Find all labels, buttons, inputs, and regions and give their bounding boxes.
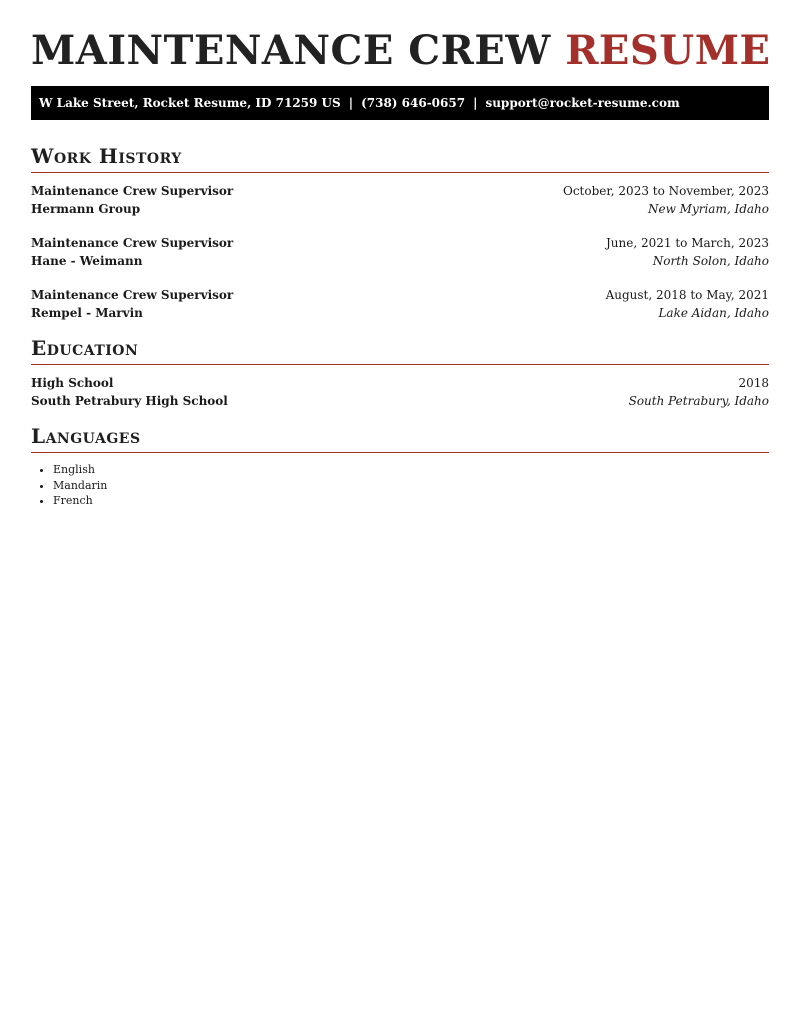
company-name: Rempel - Marvin [31, 306, 143, 320]
job-dates: June, 2021 to March, 2023 [605, 236, 769, 250]
languages-heading: Languages [31, 424, 769, 453]
work-entry [31, 182, 769, 218]
contact-separator: | [348, 96, 354, 110]
job-title: Maintenance Crew Supervisor [31, 236, 234, 250]
company-name: Hane - Weimann [31, 254, 143, 268]
job-location: New Myriam, Idaho [647, 202, 769, 216]
language-item: • English [53, 462, 769, 478]
job-title: Maintenance Crew Supervisor [31, 184, 234, 198]
language-item: • Mandarin [53, 478, 769, 494]
job-location: Lake Aidan, Idaho [658, 306, 769, 320]
company-name: Hermann Group [31, 202, 141, 216]
title-main: MAINTENANCE CREW [31, 27, 551, 74]
languages-list [31, 462, 769, 509]
school-name: South Petrabury High School [31, 394, 228, 408]
language-item: • French [53, 493, 769, 509]
degree: High School [31, 376, 114, 390]
contact-phone: (738) 646-0657 [361, 96, 466, 110]
work-entry [31, 234, 769, 270]
school-location: South Petrabury, Idaho [628, 394, 769, 408]
graduation-year: 2018 [738, 376, 769, 390]
contact-address: W Lake Street, Rocket Resume, ID 71259 US [39, 96, 341, 110]
contact-email: support@rocket-resume.com [485, 96, 680, 110]
title-accent: RESUME [565, 27, 771, 74]
job-dates: August, 2018 to May, 2021 [605, 288, 769, 302]
resume-title [31, 0, 769, 73]
contact-separator: | [473, 96, 478, 110]
work-history-heading: Work History [31, 144, 769, 173]
work-entry [31, 286, 769, 322]
job-dates: October, 2023 to November, 2023 [562, 184, 769, 198]
contact-bar [31, 86, 769, 120]
education-heading: Education [31, 336, 769, 365]
education-entry [31, 374, 769, 410]
job-location: North Solon, Idaho [652, 254, 769, 268]
job-title: Maintenance Crew Supervisor [31, 288, 234, 302]
